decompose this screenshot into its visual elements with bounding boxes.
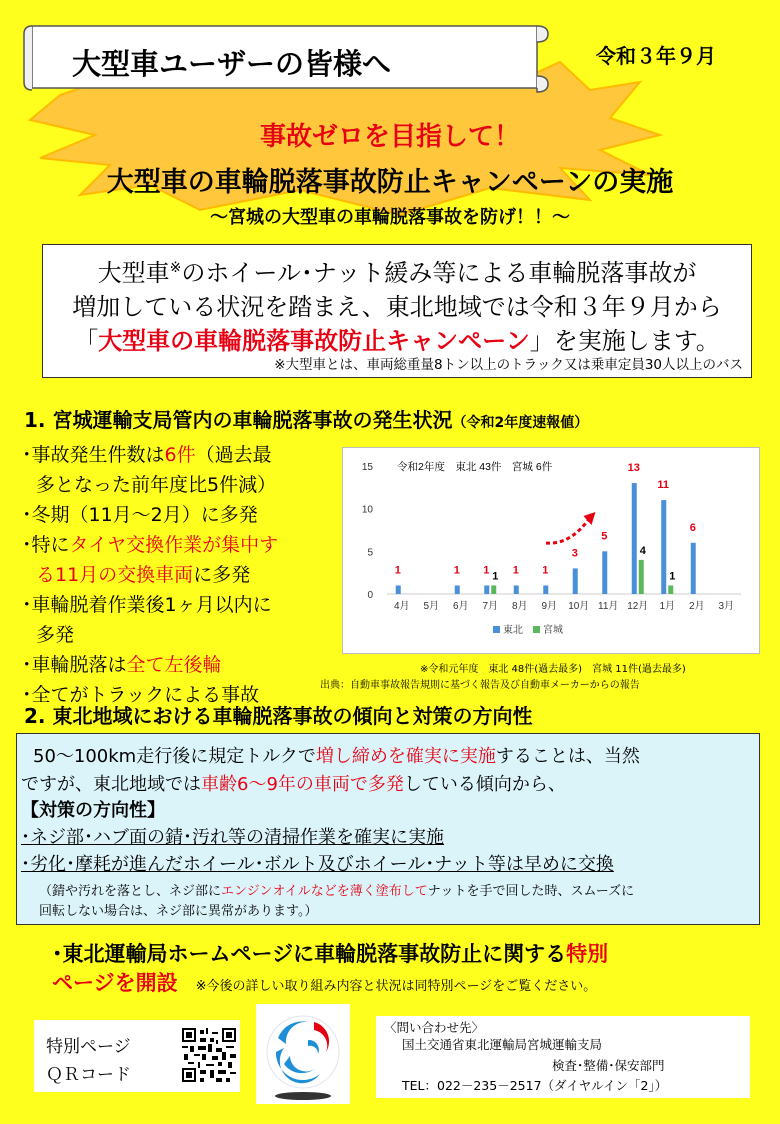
- legend-label-miyagi: 宮城: [543, 625, 563, 636]
- bullet-line: ･冬期（11月～2月）に多発: [22, 504, 258, 526]
- bar-tohoku: [632, 483, 637, 594]
- data-label-tohoku: 1: [394, 564, 401, 577]
- section-1-heading: 1. 宮城運輸支局管内の車輪脱落事故の発生状況（令和2年度速報値）: [24, 408, 589, 432]
- policy-item-2: ･劣化･摩耗が進んだホイール･ボルト及びホイール･ナット等は早めに交換: [21, 854, 614, 875]
- x-tick-label: 8月: [511, 601, 528, 612]
- chart-title: 令和2年度 東北 43件 宮城 6件: [397, 461, 553, 473]
- x-tick-label: 12月: [627, 601, 649, 612]
- banner-title: 大型車ユーザーの皆様へ: [72, 47, 392, 81]
- data-label-tohoku: 13: [627, 462, 640, 475]
- x-tick-label: 9月: [541, 601, 558, 612]
- headline-slogan: 事故ゼロを目指して！: [259, 122, 520, 152]
- x-tick-label: 2月: [688, 601, 705, 612]
- box-line: ですが、東北地域では車齢6～9年の車両で多発している傾向から、: [21, 774, 566, 795]
- bullet-line: 多となった前年度比5件減）: [36, 474, 277, 496]
- intro-line-2: 増加している状況を踏まえ、東北地域では令和３年９月から: [72, 293, 722, 321]
- section-2-heading: 2. 東北地域における車輪脱落事故の傾向と対策の方向性: [24, 704, 533, 728]
- trend-arrow-head: [584, 512, 596, 525]
- bar-miyagi: [491, 585, 496, 594]
- contact-heading: 〈問い合わせ先〉: [384, 1020, 485, 1035]
- bullet-line: 多発: [36, 624, 75, 646]
- data-label-tohoku: 1: [512, 564, 519, 577]
- policy-note-2: 回転しない場合は、ネジ部に異常があります。）: [39, 904, 318, 919]
- trend-arrow-line: [546, 518, 590, 543]
- bar-tohoku: [691, 543, 696, 594]
- contact-tel[interactable]: TEL：022－235－2517（ダイヤルイン「2」）: [402, 1078, 668, 1093]
- bar-tohoku: [543, 585, 548, 594]
- y-tick-label: 0: [367, 590, 373, 601]
- bullet-line: ･事故発生件数は6件（過去最: [22, 444, 272, 466]
- homepage-notice-line-1: ･東北運輸局ホームページに車輪脱落事故防止に関する特別: [52, 942, 609, 966]
- accident-chart: [342, 447, 760, 654]
- chart-note: ※令和元年度 東北 48件(過去最多) 宮城 11件(過去最多): [420, 664, 686, 675]
- bar-tohoku: [573, 568, 578, 594]
- contact-dept: 検査･整備･保安部門: [552, 1058, 665, 1073]
- intro-line-3: 「大型車の車輪脱落事故防止キャンペーン」を実施します。: [74, 327, 720, 355]
- data-label-miyagi: 1: [492, 570, 499, 583]
- legend-swatch-miyagi: [533, 626, 540, 633]
- bar-tohoku: [661, 500, 666, 594]
- qr-panel: [34, 1020, 240, 1092]
- bullet-line: ･全てがトラックによる事故: [22, 684, 260, 706]
- bar-tohoku: [602, 551, 607, 594]
- x-tick-label: 1月: [659, 601, 676, 612]
- data-label-tohoku: 3: [571, 547, 578, 560]
- headline-subtitle: ～宮城の大型車の車輪脱落事故を防げ！！～: [210, 207, 570, 228]
- policy-heading: 【対策の方向性】: [21, 800, 165, 821]
- intro-line-1: 大型車※のホイール･ナット緩み等による車輪脱落事故が: [97, 259, 697, 287]
- data-label-tohoku: 6: [689, 521, 696, 534]
- y-tick-label: 5: [367, 547, 373, 559]
- x-tick-label: 7月: [482, 601, 499, 612]
- intro-footnote: ※大型車とは、車両総重量8トン以上のトラック又は乗車定員30人以上のバス: [274, 357, 743, 373]
- box-line: 50～100km走行後に規定トルクで増し締めを確実に実施することは、当然: [33, 746, 640, 767]
- legend-swatch-tohoku: [493, 626, 500, 633]
- homepage-notice-line-2: ページを開設 ※今後の詳しい取り組み内容と状況は同特別ページをご覧ください。: [52, 971, 597, 995]
- x-tick-label: 4月: [393, 601, 410, 612]
- data-label-tohoku: 1: [542, 564, 549, 577]
- qr-code-icon[interactable]: [180, 1026, 238, 1084]
- bullet-line: る11月の交換車両に多発: [36, 564, 251, 586]
- legend-label-tohoku: 東北: [503, 625, 523, 636]
- data-label-tohoku: 1: [483, 564, 490, 577]
- qr-label-1: 特別ページ: [46, 1037, 131, 1057]
- bar-tohoku: [455, 585, 460, 594]
- headline-campaign: 大型車の車輪脱落事故防止キャンペーンの実施: [106, 167, 674, 198]
- x-tick-label: 11月: [598, 601, 619, 612]
- policy-item-1: ･ネジ部･ハブ面の錆･汚れ等の清掃作業を確実に実施: [21, 827, 444, 848]
- section-2-box: [16, 733, 760, 925]
- issue-date: 令和３年９月: [596, 44, 716, 68]
- bar-tohoku: [396, 585, 401, 594]
- bullet-line: ･特にタイヤ交換作業が集中す: [22, 534, 279, 556]
- contact-box: [376, 1016, 750, 1098]
- data-label-tohoku: 1: [453, 564, 460, 577]
- intro-box: [42, 244, 752, 378]
- ministry-logo-icon: [256, 1004, 350, 1104]
- data-label-tohoku: 5: [601, 530, 608, 543]
- x-tick-label: 6月: [452, 601, 469, 612]
- section-1-bullets: [22, 440, 278, 710]
- x-tick-label: 3月: [718, 601, 735, 612]
- policy-note-1: （錆や汚れを落とし、ネジ部にエンジンオイルなどを薄く塗布してナットを手で回した時、スムーズに: [39, 884, 635, 899]
- y-tick-label: 10: [361, 504, 373, 516]
- data-label-miyagi: 1: [669, 570, 676, 583]
- qr-label-2: ＱＲコード: [46, 1065, 131, 1085]
- data-label-tohoku: 11: [657, 479, 670, 492]
- bullet-line: ･車輪脱落は全て左後輪: [22, 654, 222, 676]
- bar-tohoku: [514, 585, 519, 594]
- chart-svg: [343, 448, 759, 653]
- bullet-line: ･車輪脱着作業後1ヶ月以内に: [22, 594, 272, 616]
- data-label-miyagi: 4: [639, 544, 646, 557]
- y-tick-label: 15: [361, 462, 373, 473]
- chart-source: 出典：自動車事故報告規則に基づく報告及び自動車メーカーからの報告: [320, 680, 640, 691]
- bar-tohoku: [484, 585, 489, 594]
- x-tick-label: 10月: [568, 601, 590, 612]
- x-tick-label: 5月: [423, 601, 440, 612]
- bar-miyagi: [639, 560, 644, 594]
- bar-miyagi: [668, 585, 673, 594]
- contact-org: 国土交通省東北運輸局宮城運輸支局: [402, 1037, 603, 1052]
